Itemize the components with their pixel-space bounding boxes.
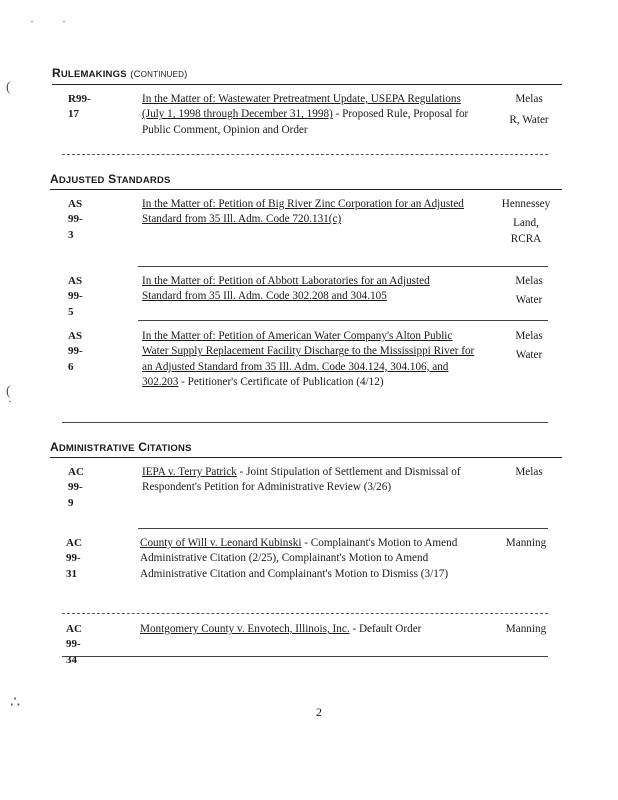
section-heading-adjusted-standards bbox=[50, 172, 171, 186]
docket-number: AS 99-3 bbox=[68, 198, 83, 241]
heading-cap: A bbox=[50, 440, 59, 454]
entry-description bbox=[142, 274, 470, 305]
member-line: Water bbox=[515, 349, 543, 362]
docket-number: AS 99-6 bbox=[68, 330, 83, 373]
member-line: Manning bbox=[505, 537, 547, 549]
board-member bbox=[492, 329, 566, 364]
entry-divider bbox=[62, 613, 548, 614]
case-title: IEPA v. Terry Patrick bbox=[142, 466, 237, 478]
case-title: In the Matter of: Petition of Abbott Laboratories for an Adjusted Standard from 35 Ill. Adm. Code 302.208 and 304.105 bbox=[142, 275, 430, 303]
member-line: Melas bbox=[515, 93, 543, 105]
entry-divider bbox=[138, 320, 548, 321]
scan-speck: ( bbox=[6, 80, 11, 95]
board-member bbox=[484, 197, 568, 247]
section-heading-administrative-citations bbox=[50, 440, 192, 454]
case-title: In the Matter of: Petition of Big River Zinc Corporation for an Adjusted Standard from 35 Ill. Adm. Code 720.131(c) bbox=[142, 198, 464, 226]
docket-number: AC 99-34 bbox=[66, 623, 82, 666]
scan-speck: ∴ bbox=[10, 694, 19, 711]
entry-description bbox=[140, 622, 476, 637]
entry-divider bbox=[138, 266, 548, 267]
board-member bbox=[492, 465, 566, 480]
section-rule bbox=[52, 84, 562, 85]
scan-speck: ( bbox=[6, 384, 11, 399]
member-line: Land, bbox=[513, 217, 539, 230]
scan-speck: · bbox=[30, 14, 34, 28]
board-member bbox=[486, 536, 566, 551]
docket-number: R99-17 bbox=[68, 93, 91, 121]
entry-description bbox=[142, 197, 470, 228]
entry-divider bbox=[62, 656, 548, 657]
member-line: R, Water bbox=[509, 114, 549, 127]
heading-smallcaps: DJUSTED bbox=[58, 175, 105, 186]
heading-cap: C bbox=[138, 440, 148, 454]
section-heading-rulemakings bbox=[52, 66, 188, 80]
entry-description bbox=[140, 536, 466, 582]
member-line: Water bbox=[515, 294, 543, 307]
case-action: - Petitioner's Certificate of Publication (4/12) bbox=[178, 375, 384, 388]
member-line: Melas bbox=[515, 275, 543, 287]
entry-description bbox=[142, 92, 470, 138]
page-number: 2 bbox=[316, 705, 322, 719]
heading-smallcaps: TANDARDS bbox=[116, 175, 171, 186]
entry-description bbox=[142, 329, 478, 390]
board-member bbox=[486, 622, 566, 637]
entry-divider bbox=[62, 154, 548, 155]
board-member bbox=[492, 274, 566, 309]
member-line: Manning bbox=[505, 623, 547, 635]
heading-smallcaps: DMINISTRATIVE bbox=[58, 443, 135, 454]
member-line: Hennessey bbox=[501, 198, 551, 210]
case-action: - Complainant's Motion to Amend Administrative Citation (2/25), Complainant's Motion to Amend Administrative Citation and Complainant's Motion to Dismiss (3/17) bbox=[140, 537, 458, 580]
entry-divider bbox=[138, 528, 548, 529]
section-rule bbox=[50, 189, 562, 190]
heading-cont-open: (C bbox=[130, 69, 141, 80]
heading-cap: R bbox=[52, 66, 61, 80]
case-action: - Proposed Rule, Proposal for Public Comment, Opinion and Order bbox=[142, 108, 469, 136]
member-line: Melas bbox=[515, 466, 543, 478]
heading-cont-close: ) bbox=[184, 69, 188, 80]
entry-divider bbox=[62, 422, 548, 423]
entry-description bbox=[142, 465, 462, 496]
section-rule bbox=[50, 457, 562, 458]
heading-cap: A bbox=[50, 172, 59, 186]
member-line: RCRA bbox=[510, 232, 542, 245]
member-line: Melas bbox=[515, 330, 543, 342]
case-title: In the Matter of: Petition of American Water Company's Alton Public Water Supply Replacement Facility Discharge to the Mississippi River for an Adjusted Standard from 35 Ill. Adm. Code 304.124, 304.106, and 302.203 bbox=[142, 330, 475, 388]
docket-number: AC 99-31 bbox=[66, 537, 82, 580]
case-title: Montgomery County v. Envotech, Illinois, Inc. bbox=[140, 623, 350, 635]
docket-number: AC 99-9 bbox=[68, 466, 84, 509]
scan-speck: ` bbox=[8, 398, 12, 412]
case-title: County of Will v. Leonard Kubinski bbox=[140, 537, 302, 549]
heading-cap: S bbox=[108, 172, 117, 186]
case-action: - Default Order bbox=[349, 623, 422, 635]
heading-smallcaps: ITATIONS bbox=[147, 443, 192, 454]
heading-smallcaps: ULEMAKINGS bbox=[60, 69, 127, 80]
docket-number: AS 99-5 bbox=[68, 275, 83, 318]
board-member bbox=[492, 92, 566, 129]
scan-speck: · bbox=[62, 14, 66, 28]
heading-cont-small: ONTINUED bbox=[140, 70, 185, 79]
case-title: In the Matter of: Wastewater Pretreatment Update, USEPA Regulations (July 1, 1998 through December 31, 1998) bbox=[142, 93, 461, 121]
case-action: - Joint Stipulation of Settlement and Dismissal of Respondent's Petition for Administrative Review (3/26) bbox=[142, 466, 461, 494]
